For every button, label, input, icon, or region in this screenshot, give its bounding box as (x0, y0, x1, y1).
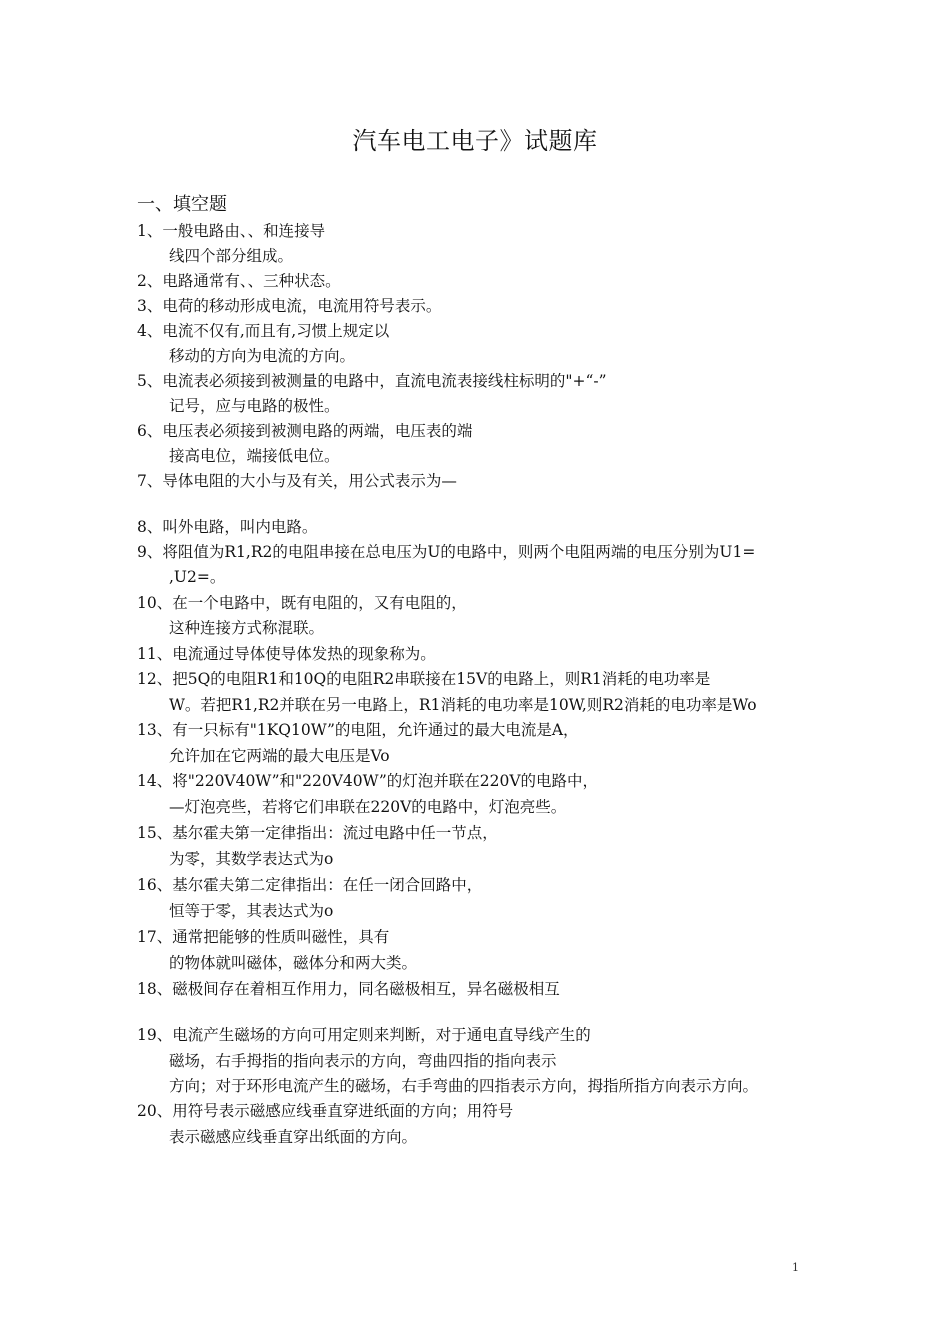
question-line: 3、电荷的移动形成电流，电流用符号表示。 (137, 297, 442, 315)
question-line: 15、基尔霍夫第一定律指出：流过电路中任一节点， (137, 824, 498, 842)
question-line: 20、用符号表示磁感应线垂直穿进纸面的方向；用符号 (137, 1102, 514, 1120)
question-line: 允许加在它两端的最大电压是Vo (169, 747, 390, 765)
question-line: 恒等于零，其表达式为o (169, 902, 334, 920)
question-line: 1、一般电路由、、和连接导 (137, 222, 326, 240)
question-line: 11、电流通过导体使导体发热的现象称为。 (137, 645, 436, 663)
page-number: 1 (792, 1261, 799, 1274)
question-line: 5、电流表必须接到被测量的电路中，直流电流表接线柱标明的"+“-” (137, 372, 607, 390)
question-line: 2、电路通常有、、三种状态。 (137, 272, 341, 290)
question-line: ,U2=。 (169, 568, 226, 586)
question-line: 线四个部分组成。 (169, 247, 294, 265)
question-line: 6、电压表必须接到被测电路的两端，电压表的端 (137, 422, 473, 440)
question-line: 方向；对于环形电流产生的磁场，右手弯曲的四指表示方向，拇指所指方向表示方向。 (169, 1077, 759, 1095)
question-line: 为零，其数学表达式为o (169, 850, 334, 868)
question-line: 14、将"220V40W”和"220V40W”的灯泡并联在220V的电路中， (137, 772, 599, 790)
question-line: —灯泡亮些，若将它们串联在220V的电路中，灯泡亮些。 (169, 798, 567, 816)
question-line: 10、在一个电路中，既有电阻的，又有电阻的， (137, 594, 467, 612)
question-line: 的物体就叫磁体，磁体分和两大类。 (169, 954, 418, 972)
question-line: 移动的方向为电流的方向。 (169, 347, 356, 365)
question-line: 接高电位，端接低电位。 (169, 447, 340, 465)
question-line: 8、叫外电路，叫内电路。 (137, 518, 318, 536)
question-line: 13、有一只标有"1KQ10W”的电阻，允许通过的最大电流是A， (137, 721, 579, 739)
question-line: W。若把R1,R2并联在另一电路上，R1消耗的电功率是10W,则R2消耗的电功率是Wo (169, 696, 757, 714)
question-line: 17、通常把能够的性质叫磁性，具有 (137, 928, 390, 946)
page-title: 汽车电工电子》试题库 (352, 127, 598, 155)
question-line: 18、磁极间存在着相互作用力，同名磁极相互，异名磁极相互 (137, 980, 560, 998)
question-line: 19、电流产生磁场的方向可用定则来判断，对于通电直导线产生的 (137, 1026, 591, 1044)
question-line: 磁场，右手拇指的指向表示的方向，弯曲四指的指向表示 (169, 1052, 557, 1070)
question-line: 16、基尔霍夫第二定律指出：在任一闭合回路中， (137, 876, 483, 894)
section-heading: 一、填空题 (137, 194, 227, 215)
question-line: 7、导体电阻的大小与及有关，用公式表示为— (137, 472, 457, 490)
question-line: 12、把5Q的电阻R1和10Q的电阻R2串联接在15V的电路上，则R1消耗的电功率是 (137, 670, 711, 688)
question-line: 表示磁感应线垂直穿出纸面的方向。 (169, 1128, 418, 1146)
question-line: 记号，应与电路的极性。 (169, 397, 340, 415)
question-line: 这种连接方式称混联。 (169, 619, 325, 637)
question-line: 9、将阻值为R1,R2的电阻串接在总电压为U的电路中，则两个电阻两端的电压分别为U1= (137, 543, 756, 561)
question-line: 4、电流不仅有,而且有,习惯上规定以 (137, 322, 390, 340)
